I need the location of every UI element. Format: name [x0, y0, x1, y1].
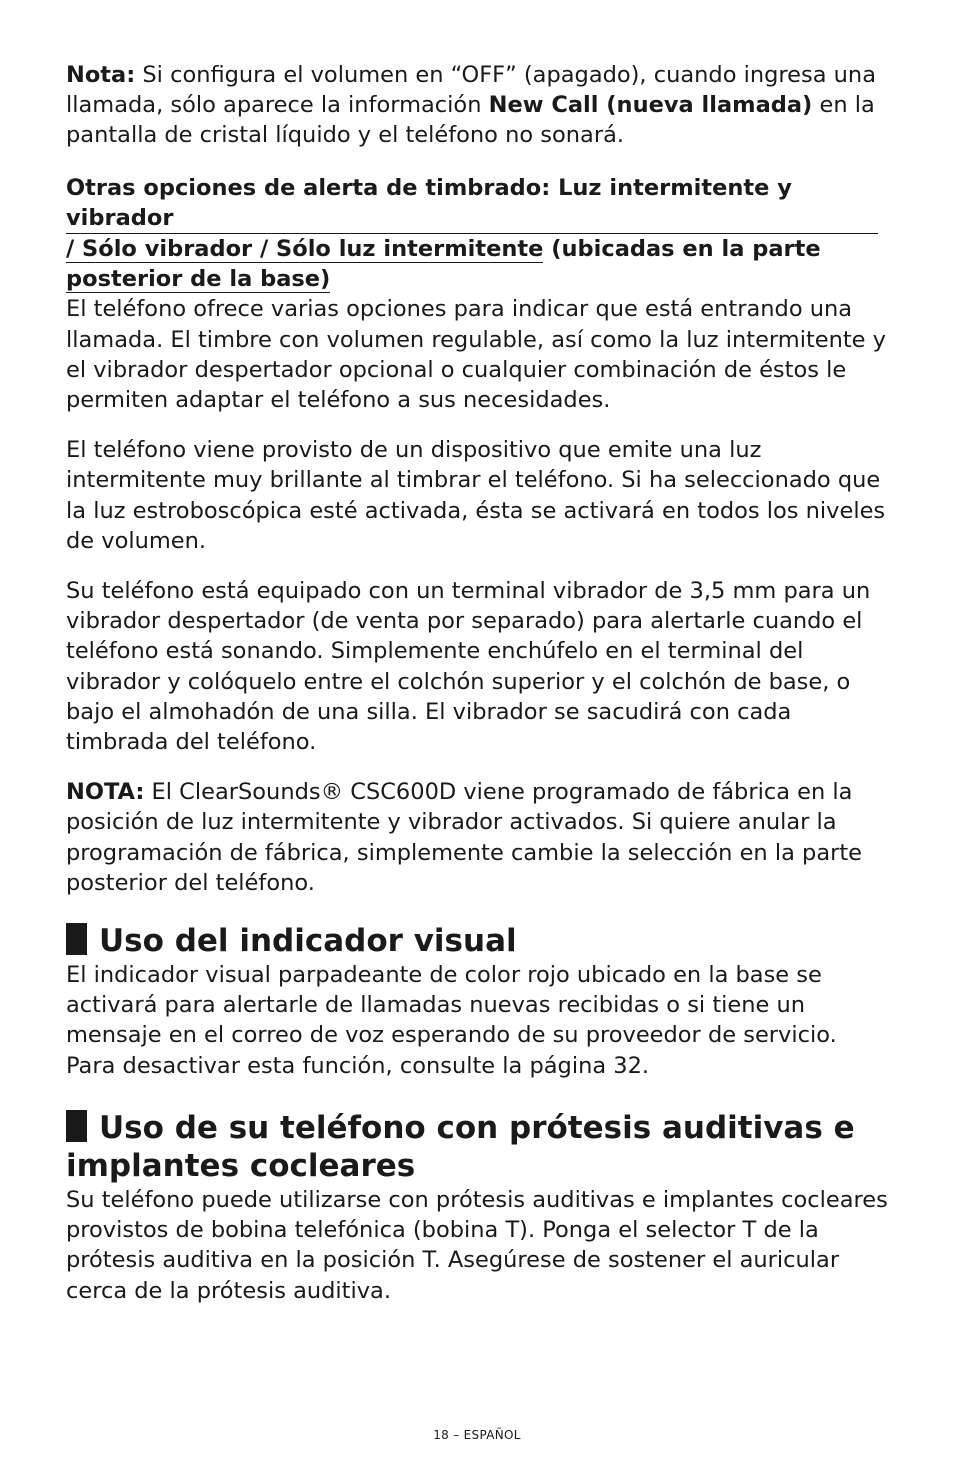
alert-paragraph-3: Su teléfono está equipado con un terminal vibrador de 3,5 mm para un vibrador despertador (de venta por separado) para alertarle cuando el teléfono está sonando. Simplemente enchúfelo en el terminal del vibrador y colóquelo entre el colchón superior y el colchón de base, o bajo el almohadón de una silla. El vibrador se sacudirá con cada timbrada del teléfono.	[66, 578, 871, 756]
factory-note-paragraph	[66, 777, 892, 898]
visual-indicator-paragraph: El indicador visual parpadeante de color rojo ubicado en la base se activará para alertarle de llamadas nuevas recibidas o si tiene un mensaje en el correo de voz esperando de su proveedor de servicio. Para desactivar esta función, consulte la página 32.	[66, 962, 837, 1079]
section-heading-hearing-aids	[66, 1109, 892, 1185]
section-heading-visual-indicator	[66, 922, 892, 960]
alert-paragraph-1: El teléfono ofrece varias opciones para indicar que está entrando una llamada. El timbre con volumen regulable, así como la luz intermitente y el vibrador despertador opcional o cualquier combinación de éstos le permiten adaptar el teléfono a sus necesidades.	[66, 296, 886, 414]
note-bold-new-call: New Call (nueva llamada)	[488, 92, 813, 119]
note-text-b: en la pantalla de cristal líquido y el teléfono no sonará.	[66, 92, 875, 149]
alert-paragraph-2: El teléfono viene provisto de un dispositivo que emite una luz intermitente muy brillante al timbrar el teléfono. Si ha seleccionado que la luz estroboscópica esté activada, ésta se activará en todos los niveles de volumen.	[66, 437, 886, 554]
factory-note-text: El ClearSounds® CSC600D viene programado de fábrica en la posición de luz intermitente y vibrador activados. Si quiere anular la programación de fábrica, simplemente cambie la selección en la parte posterior del teléfono.	[66, 779, 863, 896]
section-bar-icon	[66, 923, 87, 955]
alert-heading-line2-underlined: / Sólo vibrador / Sólo luz intermitente	[66, 236, 544, 263]
alert-heading-line2-rest: (ubicadas en la parte	[543, 236, 821, 263]
section-bar-icon	[66, 1110, 87, 1142]
page-footer: 18 – ESPAÑOL	[433, 1428, 521, 1442]
note-text-a: Si configura el volumen en “OFF” (apagado), cuando ingresa una llamada, sólo aparece la información	[66, 62, 876, 119]
factory-note-label: NOTA:	[66, 779, 145, 806]
note-label: Nota:	[66, 62, 136, 88]
alert-heading-line1: Otras opciones de alerta de timbrado: Luz intermitente y vibrador	[66, 173, 878, 234]
section-title-visual-indicator: Uso del indicador visual	[99, 923, 517, 960]
hearing-aids-paragraph: Su teléfono puede utilizarse con prótesis auditivas e implantes cocleares provistos de bobina telefónica (bobina T). Ponga el selector T de la prótesis auditiva en la posición T. Asegúrese de sostener el auricular cerca de la prótesis auditiva.	[66, 1186, 888, 1304]
document-page	[66, 60, 892, 1306]
alert-options-heading	[66, 173, 892, 295]
alert-heading-line3: posterior de la base)	[66, 266, 331, 293]
section-title-hearing-aids: Uso de su teléfono con prótesis auditivas e implantes cocleares	[66, 1109, 855, 1184]
note-paragraph	[66, 60, 892, 151]
